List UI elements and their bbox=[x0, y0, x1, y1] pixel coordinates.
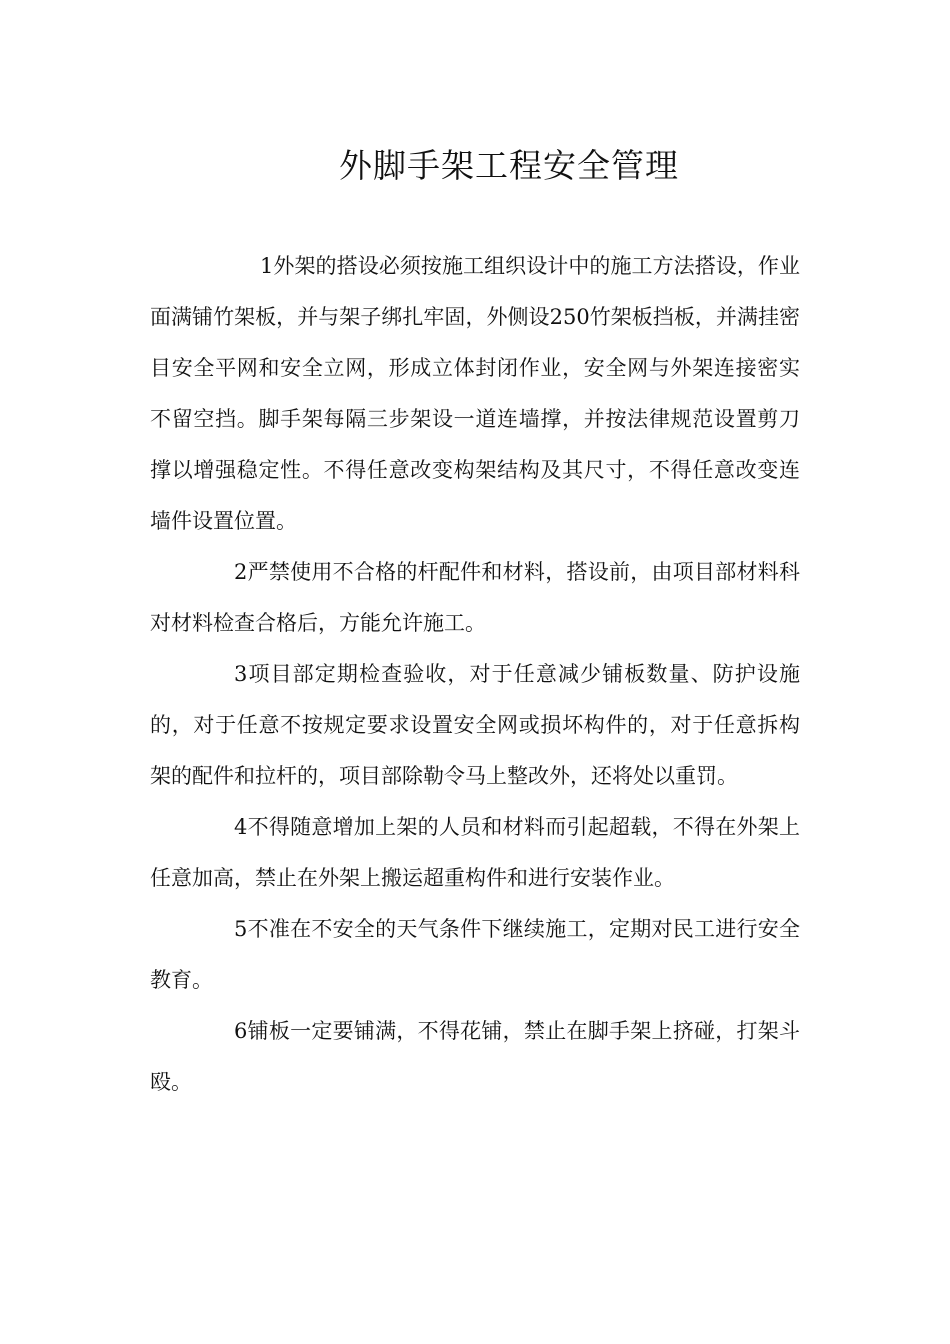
document-title: 外脚手架工程安全管理 bbox=[339, 146, 679, 186]
paragraph-3: 3项目部定期检查验收，对于任意减少铺板数量、防护设施的，对于任意不按规定要求设置安全网或损坏构件的，对于任意拆构架的配件和拉杆的，项目部除勒令马上整改外，还将处以重罚。 bbox=[150, 662, 800, 788]
paragraph-2: 2严禁使用不合格的杆配件和材料，搭设前，由项目部材料科对材料检查合格后，方能允许施工。 bbox=[150, 560, 800, 635]
paragraph-4: 4不得随意增加上架的人员和材料而引起超载，不得在外架上任意加高，禁止在外架上搬运超重构件和进行安装作业。 bbox=[150, 815, 800, 890]
document-body bbox=[150, 241, 800, 1108]
paragraph-6: 6铺板一定要铺满，不得花铺，禁止在脚手架上挤碰，打架斗殴。 bbox=[150, 1019, 800, 1094]
paragraph-1: 1外架的搭设必须按施工组织设计中的施工方法搭设，作业面满铺竹架板，并与架子绑扎牢固，外侧设250竹架板挡板，并满挂密目安全平网和安全立网，形成立体封闭作业，安全网与外架连接密实不留空挡。脚手架每隔三步架设一道连墙撑，并按法律规范设置剪刀撑以增强稳定性。不得任意改变构架结构及其尺寸，不得任意改变连墙件设置位置。 bbox=[150, 254, 800, 533]
paragraph-5: 5不准在不安全的天气条件下继续施工，定期对民工进行安全教育。 bbox=[150, 917, 800, 992]
